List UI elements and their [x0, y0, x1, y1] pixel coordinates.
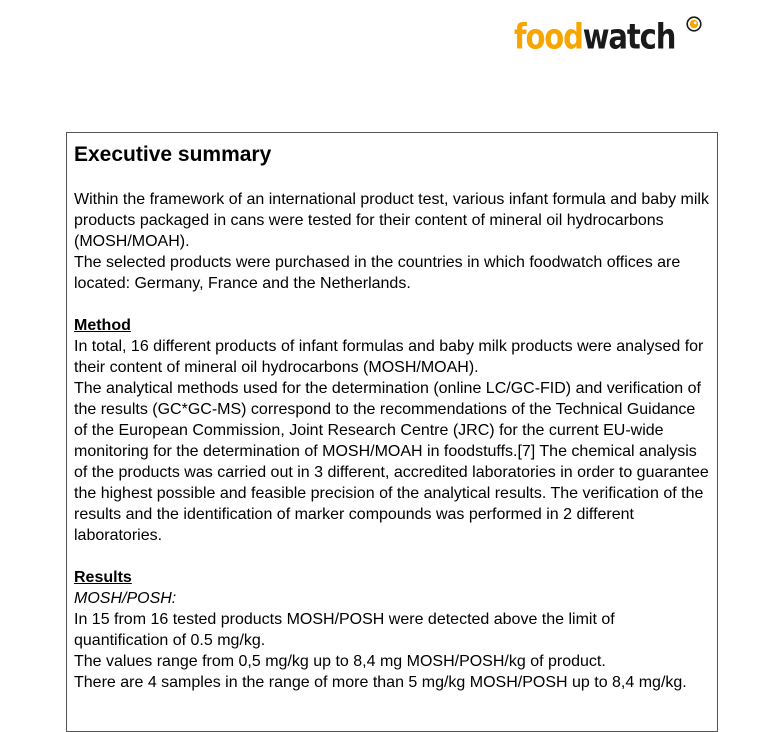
method-line: laboratories.	[74, 527, 163, 544]
results-line: In 15 from 16 tested products MOSH/POSH were detected above the limit of	[74, 611, 615, 628]
executive-summary-content	[74, 143, 714, 693]
method-line: monitoring for the determination of MOSH/MOAH in foodstuffs.[7] The chemical analysis	[74, 443, 697, 460]
method-paragraph	[74, 336, 714, 546]
results-line: quantification of 0.5 mg/kg.	[74, 632, 266, 649]
logo-food-text: food	[514, 16, 583, 58]
intro-line: (MOSH/MOAH).	[74, 233, 190, 250]
results-line: The values range from 0,5 mg/kg up to 8,4 mg MOSH/POSH/kg of product.	[74, 653, 606, 670]
logo-wordmark	[514, 14, 675, 60]
intro-line: products packaged in cans were tested for their content of mineral oil hydrocarbons	[74, 212, 664, 229]
results-line: There are 4 samples in the range of more than 5 mg/kg MOSH/POSH up to 8,4 mg/kg.	[74, 674, 687, 691]
intro-line: Within the framework of an international product test, various infant formula and baby milk	[74, 191, 709, 208]
summary-title: Executive summary	[74, 143, 272, 166]
intro-line: The selected products were purchased in the countries in which foodwatch offices are	[74, 254, 681, 271]
executive-summary-box	[66, 132, 718, 732]
logo-eye-icon	[686, 16, 702, 32]
method-line: their content of mineral oil hydrocarbons (MOSH/MOAH).	[74, 359, 479, 376]
foodwatch-logo	[514, 14, 697, 58]
logo-watch-text: watch	[582, 16, 676, 58]
intro-paragraph	[74, 189, 714, 294]
method-line: In total, 16 different products of infant formulas and baby milk products were analysed for	[74, 338, 704, 355]
method-line: of the European Commission, Joint Research Centre (JRC) for the current EU-wide	[74, 422, 664, 439]
results-heading: Results	[74, 569, 132, 586]
method-line: The analytical methods used for the determination (online LC/GC-FID) and verification of	[74, 380, 701, 397]
intro-line: located: Germany, France and the Netherlands.	[74, 275, 411, 292]
method-line: results and the identification of marker compounds was performed in 2 different	[74, 506, 634, 523]
method-line: the highest possible and feasible precision of the analytical results. The verification of the	[74, 485, 704, 502]
method-line: of the products was carried out in 3 different, accredited laboratories in order to guarantee	[74, 464, 709, 481]
results-paragraph	[74, 609, 714, 693]
method-line: the results (GC*GC-MS) correspond to the recommendations of the Technical Guidance	[74, 401, 696, 418]
method-heading: Method	[74, 317, 131, 334]
results-subheading: MOSH/POSH:	[74, 590, 177, 607]
